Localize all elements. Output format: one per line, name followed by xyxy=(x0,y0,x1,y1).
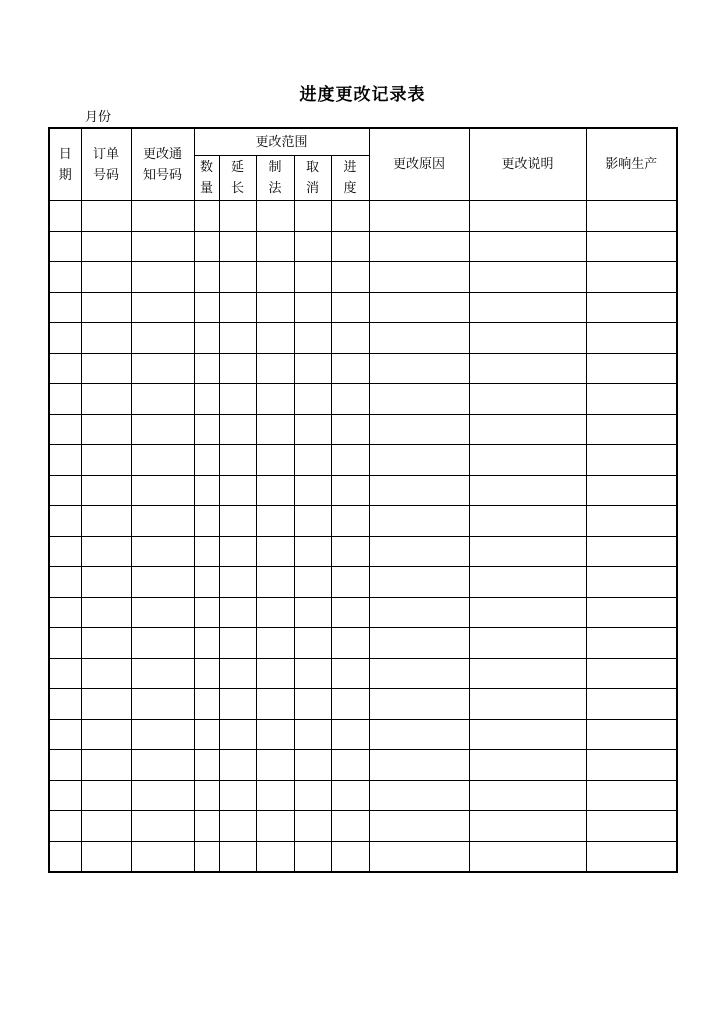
cell-date[interactable] xyxy=(49,475,81,506)
cell-method[interactable] xyxy=(256,414,294,445)
cell-notice-no[interactable] xyxy=(131,445,194,476)
cell-quantity[interactable] xyxy=(194,201,219,232)
cell-impact[interactable] xyxy=(586,841,677,872)
cell-date[interactable] xyxy=(49,536,81,567)
cell-reason[interactable] xyxy=(369,719,469,750)
header-scope-extend xyxy=(219,156,256,201)
cell-notice-no[interactable] xyxy=(131,475,194,506)
cell-method[interactable] xyxy=(256,689,294,720)
cell-explanation[interactable] xyxy=(469,628,586,659)
cell-order-no[interactable] xyxy=(81,658,131,689)
cell-order-no[interactable] xyxy=(81,262,131,293)
cell-cancel[interactable] xyxy=(294,414,331,445)
cell-progress[interactable] xyxy=(331,536,369,567)
cell-cancel[interactable] xyxy=(294,536,331,567)
cell-reason[interactable] xyxy=(369,262,469,293)
table-body xyxy=(49,201,677,873)
cell-reason[interactable] xyxy=(369,201,469,232)
cell-reason[interactable] xyxy=(369,536,469,567)
cell-order-no[interactable] xyxy=(81,536,131,567)
cell-impact[interactable] xyxy=(586,536,677,567)
cell-progress[interactable] xyxy=(331,262,369,293)
cell-quantity[interactable] xyxy=(194,445,219,476)
cell-progress[interactable] xyxy=(331,445,369,476)
table-row xyxy=(49,353,677,384)
header-order-no xyxy=(81,128,131,201)
header-explanation: 更改说明 xyxy=(469,128,586,201)
cell-impact[interactable] xyxy=(586,628,677,659)
cell-reason[interactable] xyxy=(369,414,469,445)
cell-date[interactable] xyxy=(49,201,81,232)
cell-explanation[interactable] xyxy=(469,384,586,415)
cell-explanation[interactable] xyxy=(469,689,586,720)
cell-extend[interactable] xyxy=(219,536,256,567)
cell-method[interactable] xyxy=(256,475,294,506)
header-scope-quantity-line1: 数 xyxy=(199,160,213,175)
cell-progress[interactable] xyxy=(331,292,369,323)
cell-explanation[interactable] xyxy=(469,231,586,262)
cell-order-no[interactable] xyxy=(81,597,131,628)
cell-cancel[interactable] xyxy=(294,323,331,354)
cell-notice-no[interactable] xyxy=(131,384,194,415)
table-row xyxy=(49,658,677,689)
table-row xyxy=(49,597,677,628)
cell-order-no[interactable] xyxy=(81,841,131,872)
cell-method[interactable] xyxy=(256,231,294,262)
cell-cancel[interactable] xyxy=(294,231,331,262)
cell-order-no[interactable] xyxy=(81,750,131,781)
cell-notice-no[interactable] xyxy=(131,780,194,811)
cell-method[interactable] xyxy=(256,353,294,384)
cell-date[interactable] xyxy=(49,811,81,842)
cell-cancel[interactable] xyxy=(294,384,331,415)
cell-progress[interactable] xyxy=(331,811,369,842)
cell-date[interactable] xyxy=(49,567,81,598)
header-scope-extend-line2: 长 xyxy=(230,181,244,196)
cell-extend[interactable] xyxy=(219,414,256,445)
header-scope-cancel xyxy=(294,156,331,201)
cell-order-no[interactable] xyxy=(81,628,131,659)
cell-reason[interactable] xyxy=(369,597,469,628)
cell-reason[interactable] xyxy=(369,780,469,811)
cell-method[interactable] xyxy=(256,262,294,293)
cell-impact[interactable] xyxy=(586,567,677,598)
cell-cancel[interactable] xyxy=(294,597,331,628)
cell-quantity[interactable] xyxy=(194,780,219,811)
header-reason: 更改原因 xyxy=(369,128,469,201)
cell-date[interactable] xyxy=(49,292,81,323)
cell-extend[interactable] xyxy=(219,292,256,323)
table-row xyxy=(49,445,677,476)
header-notice-no-line1: 更改通 xyxy=(142,146,182,162)
cell-cancel[interactable] xyxy=(294,445,331,476)
cell-order-no[interactable] xyxy=(81,780,131,811)
cell-reason[interactable] xyxy=(369,567,469,598)
cell-method[interactable] xyxy=(256,567,294,598)
cell-progress[interactable] xyxy=(331,567,369,598)
cell-cancel[interactable] xyxy=(294,506,331,537)
cell-notice-no[interactable] xyxy=(131,567,194,598)
cell-date[interactable] xyxy=(49,262,81,293)
cell-progress[interactable] xyxy=(331,597,369,628)
cell-method[interactable] xyxy=(256,780,294,811)
cell-date[interactable] xyxy=(49,353,81,384)
cell-extend[interactable] xyxy=(219,475,256,506)
cell-method[interactable] xyxy=(256,536,294,567)
header-order-no-line1: 订单 xyxy=(92,146,119,162)
cell-date[interactable] xyxy=(49,384,81,415)
cell-quantity[interactable] xyxy=(194,689,219,720)
header-date-line1: 日 xyxy=(58,146,72,162)
cell-method[interactable] xyxy=(256,658,294,689)
cell-extend[interactable] xyxy=(219,445,256,476)
cell-impact[interactable] xyxy=(586,719,677,750)
cell-date[interactable] xyxy=(49,658,81,689)
cell-explanation[interactable] xyxy=(469,750,586,781)
table-row xyxy=(49,567,677,598)
header-scope-extend-line1: 延 xyxy=(230,160,244,175)
header-order-no-line2: 号码 xyxy=(92,167,119,183)
cell-quantity[interactable] xyxy=(194,506,219,537)
header-date xyxy=(49,128,81,201)
header-scope-group: 更改范围 xyxy=(194,128,369,156)
cell-notice-no[interactable] xyxy=(131,323,194,354)
cell-cancel[interactable] xyxy=(294,475,331,506)
cell-order-no[interactable] xyxy=(81,811,131,842)
table-row xyxy=(49,323,677,354)
cell-order-no[interactable] xyxy=(81,475,131,506)
header-date-line2: 期 xyxy=(58,167,72,183)
cell-impact[interactable] xyxy=(586,689,677,720)
cell-notice-no[interactable] xyxy=(131,719,194,750)
cell-explanation[interactable] xyxy=(469,841,586,872)
cell-impact[interactable] xyxy=(586,750,677,781)
cell-quantity[interactable] xyxy=(194,658,219,689)
cell-date[interactable] xyxy=(49,445,81,476)
cell-order-no[interactable] xyxy=(81,201,131,232)
cell-progress[interactable] xyxy=(331,353,369,384)
cell-notice-no[interactable] xyxy=(131,628,194,659)
cell-explanation[interactable] xyxy=(469,811,586,842)
cell-explanation[interactable] xyxy=(469,323,586,354)
cell-progress[interactable] xyxy=(331,384,369,415)
cell-progress[interactable] xyxy=(331,201,369,232)
cell-quantity[interactable] xyxy=(194,841,219,872)
cell-progress[interactable] xyxy=(331,750,369,781)
table-row xyxy=(49,475,677,506)
cell-extend[interactable] xyxy=(219,262,256,293)
cell-date[interactable] xyxy=(49,841,81,872)
cell-cancel[interactable] xyxy=(294,292,331,323)
cell-order-no[interactable] xyxy=(81,689,131,720)
table-row xyxy=(49,506,677,537)
cell-reason[interactable] xyxy=(369,445,469,476)
cell-cancel[interactable] xyxy=(294,353,331,384)
cell-quantity[interactable] xyxy=(194,262,219,293)
table-row xyxy=(49,811,677,842)
cell-notice-no[interactable] xyxy=(131,231,194,262)
cell-notice-no[interactable] xyxy=(131,414,194,445)
cell-date[interactable] xyxy=(49,719,81,750)
cell-impact[interactable] xyxy=(586,231,677,262)
cell-date[interactable] xyxy=(49,414,81,445)
cell-explanation[interactable] xyxy=(469,536,586,567)
cell-quantity[interactable] xyxy=(194,384,219,415)
cell-quantity[interactable] xyxy=(194,750,219,781)
page-title: 进度更改记录表 xyxy=(299,85,426,105)
cell-method[interactable] xyxy=(256,841,294,872)
cell-notice-no[interactable] xyxy=(131,750,194,781)
cell-reason[interactable] xyxy=(369,689,469,720)
cell-method[interactable] xyxy=(256,445,294,476)
header-scope-cancel-line1: 取 xyxy=(305,160,319,175)
cell-method[interactable] xyxy=(256,292,294,323)
cell-progress[interactable] xyxy=(331,628,369,659)
cell-extend[interactable] xyxy=(219,658,256,689)
cell-extend[interactable] xyxy=(219,811,256,842)
cell-reason[interactable] xyxy=(369,231,469,262)
cell-notice-no[interactable] xyxy=(131,262,194,293)
cell-date[interactable] xyxy=(49,750,81,781)
cell-explanation[interactable] xyxy=(469,567,586,598)
header-scope-method-line2: 法 xyxy=(268,181,282,196)
cell-reason[interactable] xyxy=(369,658,469,689)
cell-impact[interactable] xyxy=(586,292,677,323)
cell-extend[interactable] xyxy=(219,567,256,598)
cell-date[interactable] xyxy=(49,597,81,628)
cell-notice-no[interactable] xyxy=(131,811,194,842)
cell-progress[interactable] xyxy=(331,475,369,506)
cell-extend[interactable] xyxy=(219,231,256,262)
table-row xyxy=(49,750,677,781)
table-row xyxy=(49,536,677,567)
cell-order-no[interactable] xyxy=(81,445,131,476)
table-row xyxy=(49,262,677,293)
cell-quantity[interactable] xyxy=(194,811,219,842)
cell-notice-no[interactable] xyxy=(131,597,194,628)
header-impact: 影响生产 xyxy=(586,128,677,201)
cell-extend[interactable] xyxy=(219,353,256,384)
cell-reason[interactable] xyxy=(369,841,469,872)
table-row xyxy=(49,841,677,872)
cell-date[interactable] xyxy=(49,689,81,720)
cell-explanation[interactable] xyxy=(469,292,586,323)
cell-explanation[interactable] xyxy=(469,597,586,628)
cell-quantity[interactable] xyxy=(194,292,219,323)
cell-impact[interactable] xyxy=(586,811,677,842)
header-notice-no-line2: 知号码 xyxy=(142,167,182,183)
cell-notice-no[interactable] xyxy=(131,353,194,384)
table-row xyxy=(49,414,677,445)
cell-progress[interactable] xyxy=(331,323,369,354)
cell-explanation[interactable] xyxy=(469,201,586,232)
table-row xyxy=(49,628,677,659)
cell-explanation[interactable] xyxy=(469,719,586,750)
header-scope-progress-line1: 进 xyxy=(343,160,357,175)
cell-extend[interactable] xyxy=(219,719,256,750)
cell-order-no[interactable] xyxy=(81,231,131,262)
cell-cancel[interactable] xyxy=(294,841,331,872)
cell-quantity[interactable] xyxy=(194,475,219,506)
table-row xyxy=(49,719,677,750)
cell-reason[interactable] xyxy=(369,475,469,506)
cell-impact[interactable] xyxy=(586,414,677,445)
cell-impact[interactable] xyxy=(586,780,677,811)
cell-extend[interactable] xyxy=(219,201,256,232)
cell-notice-no[interactable] xyxy=(131,536,194,567)
cell-explanation[interactable] xyxy=(469,414,586,445)
cell-order-no[interactable] xyxy=(81,567,131,598)
cell-extend[interactable] xyxy=(219,780,256,811)
cell-method[interactable] xyxy=(256,628,294,659)
cell-explanation[interactable] xyxy=(469,445,586,476)
cell-quantity[interactable] xyxy=(194,231,219,262)
cell-cancel[interactable] xyxy=(294,780,331,811)
cell-cancel[interactable] xyxy=(294,689,331,720)
cell-notice-no[interactable] xyxy=(131,506,194,537)
cell-progress[interactable] xyxy=(331,414,369,445)
cell-explanation[interactable] xyxy=(469,262,586,293)
cell-method[interactable] xyxy=(256,384,294,415)
cell-explanation[interactable] xyxy=(469,658,586,689)
cell-quantity[interactable] xyxy=(194,719,219,750)
cell-order-no[interactable] xyxy=(81,506,131,537)
cell-cancel[interactable] xyxy=(294,719,331,750)
table-row xyxy=(49,201,677,232)
cell-cancel[interactable] xyxy=(294,658,331,689)
cell-extend[interactable] xyxy=(219,689,256,720)
header-scope-method xyxy=(256,156,294,201)
cell-extend[interactable] xyxy=(219,750,256,781)
cell-quantity[interactable] xyxy=(194,628,219,659)
cell-cancel[interactable] xyxy=(294,750,331,781)
cell-extend[interactable] xyxy=(219,628,256,659)
cell-cancel[interactable] xyxy=(294,262,331,293)
cell-reason[interactable] xyxy=(369,628,469,659)
cell-extend[interactable] xyxy=(219,597,256,628)
cell-progress[interactable] xyxy=(331,689,369,720)
cell-quantity[interactable] xyxy=(194,597,219,628)
cell-method[interactable] xyxy=(256,719,294,750)
cell-explanation[interactable] xyxy=(469,475,586,506)
cell-method[interactable] xyxy=(256,597,294,628)
cell-progress[interactable] xyxy=(331,231,369,262)
cell-method[interactable] xyxy=(256,811,294,842)
cell-order-no[interactable] xyxy=(81,292,131,323)
cell-impact[interactable] xyxy=(586,658,677,689)
cell-order-no[interactable] xyxy=(81,323,131,354)
cell-reason[interactable] xyxy=(369,750,469,781)
cell-extend[interactable] xyxy=(219,323,256,354)
cell-order-no[interactable] xyxy=(81,719,131,750)
cell-cancel[interactable] xyxy=(294,811,331,842)
cell-quantity[interactable] xyxy=(194,323,219,354)
cell-method[interactable] xyxy=(256,750,294,781)
cell-progress[interactable] xyxy=(331,506,369,537)
table-row xyxy=(49,780,677,811)
cell-reason[interactable] xyxy=(369,323,469,354)
cell-notice-no[interactable] xyxy=(131,841,194,872)
cell-explanation[interactable] xyxy=(469,780,586,811)
cell-explanation[interactable] xyxy=(469,353,586,384)
cell-date[interactable] xyxy=(49,231,81,262)
cell-order-no[interactable] xyxy=(81,384,131,415)
cell-method[interactable] xyxy=(256,323,294,354)
table-row xyxy=(49,292,677,323)
cell-impact[interactable] xyxy=(586,597,677,628)
cell-progress[interactable] xyxy=(331,780,369,811)
cell-impact[interactable] xyxy=(586,506,677,537)
month-label: 月份 xyxy=(85,110,112,125)
header-notice-no xyxy=(131,128,194,201)
header-scope-progress-line2: 度 xyxy=(343,181,357,196)
header-scope-method-line1: 制 xyxy=(268,160,282,175)
cell-notice-no[interactable] xyxy=(131,292,194,323)
cell-date[interactable] xyxy=(49,628,81,659)
cell-date[interactable] xyxy=(49,506,81,537)
cell-method[interactable] xyxy=(256,201,294,232)
header-scope-quantity-line2: 量 xyxy=(199,181,213,196)
table-row xyxy=(49,689,677,720)
cell-quantity[interactable] xyxy=(194,567,219,598)
cell-impact[interactable] xyxy=(586,475,677,506)
cell-extend[interactable] xyxy=(219,506,256,537)
cell-extend[interactable] xyxy=(219,841,256,872)
cell-cancel[interactable] xyxy=(294,201,331,232)
cell-impact[interactable] xyxy=(586,323,677,354)
cell-impact[interactable] xyxy=(586,353,677,384)
cell-order-no[interactable] xyxy=(81,414,131,445)
cell-reason[interactable] xyxy=(369,292,469,323)
cell-impact[interactable] xyxy=(586,384,677,415)
cell-cancel[interactable] xyxy=(294,567,331,598)
cell-notice-no[interactable] xyxy=(131,689,194,720)
cell-reason[interactable] xyxy=(369,353,469,384)
cell-method[interactable] xyxy=(256,506,294,537)
table-row xyxy=(49,231,677,262)
cell-impact[interactable] xyxy=(586,201,677,232)
cell-date[interactable] xyxy=(49,780,81,811)
cell-reason[interactable] xyxy=(369,384,469,415)
cell-cancel[interactable] xyxy=(294,628,331,659)
cell-reason[interactable] xyxy=(369,506,469,537)
cell-progress[interactable] xyxy=(331,719,369,750)
cell-extend[interactable] xyxy=(219,384,256,415)
cell-quantity[interactable] xyxy=(194,536,219,567)
table-row xyxy=(49,384,677,415)
cell-quantity[interactable] xyxy=(194,414,219,445)
header-scope-cancel-line2: 消 xyxy=(305,181,319,196)
cell-impact[interactable] xyxy=(586,262,677,293)
header-scope-progress xyxy=(331,156,369,201)
cell-reason[interactable] xyxy=(369,811,469,842)
change-record-table xyxy=(48,127,678,873)
cell-notice-no[interactable] xyxy=(131,658,194,689)
cell-progress[interactable] xyxy=(331,658,369,689)
cell-explanation[interactable] xyxy=(469,506,586,537)
cell-notice-no[interactable] xyxy=(131,201,194,232)
cell-order-no[interactable] xyxy=(81,353,131,384)
header-scope-quantity xyxy=(194,156,219,201)
cell-quantity[interactable] xyxy=(194,353,219,384)
cell-date[interactable] xyxy=(49,323,81,354)
cell-impact[interactable] xyxy=(586,445,677,476)
cell-progress[interactable] xyxy=(331,841,369,872)
